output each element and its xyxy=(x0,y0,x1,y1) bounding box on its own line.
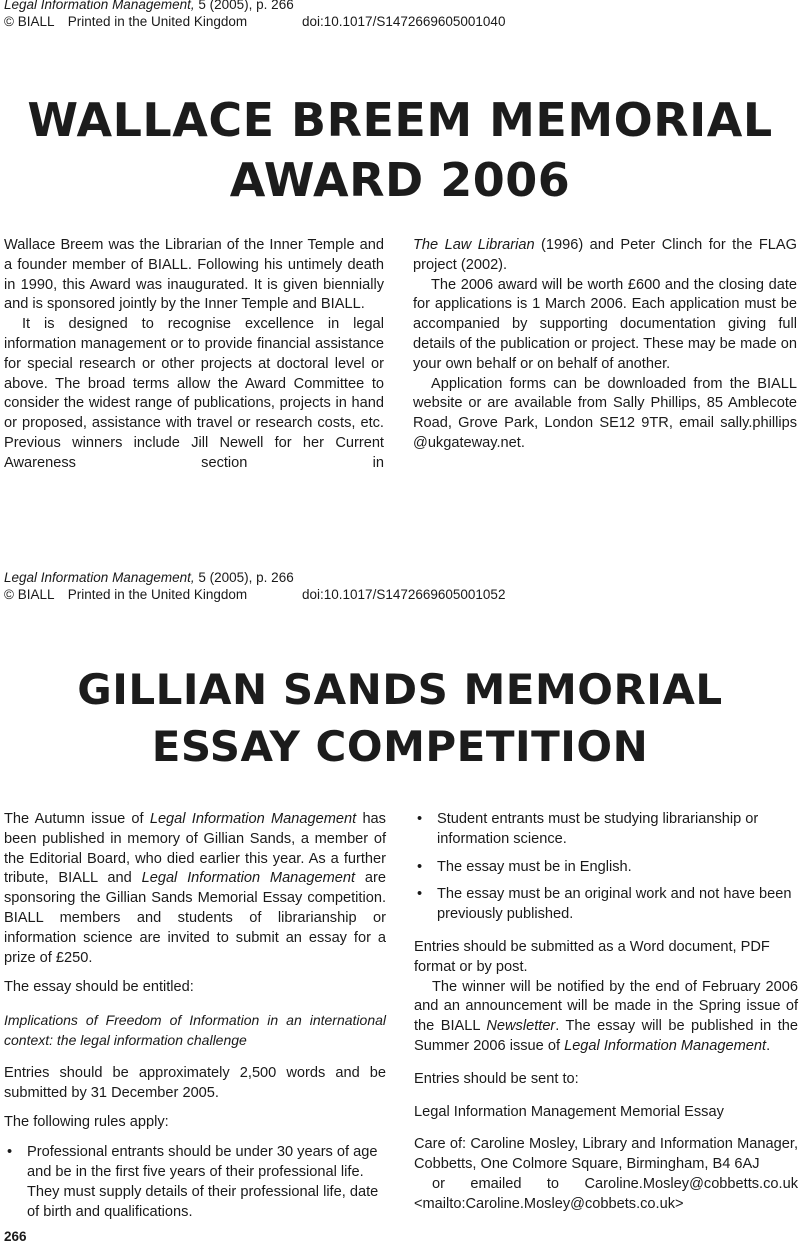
rule-text: Student entrants must be studying librarianship or information science. xyxy=(437,811,759,847)
article2-paragraph-7-c: . xyxy=(766,1037,771,1054)
article2-paragraph-10: Care of: Caroline Mosley, Library and Information Manager, Cobbetts, One Colmore Square, Birmingham, B4 6AJ xyxy=(414,1136,798,1173)
article2-essay-title-text: Implications of Freedom of Information in an international context: the legal information challenge xyxy=(4,1012,386,1048)
article2-left-column xyxy=(4,810,386,1222)
article1-paragraph-2-text: It is designed to recognise excellence in legal information management or to provide financial assistance for special research or other projects at doctoral level or above. The broad terms allow the Award Committee to consider the widest range of publications, projects in hand or proposed, assistance with travel or research costs, etc. Previous winners include Jill Newell for her Current Awareness section in xyxy=(4,316,384,471)
article2-essay-title xyxy=(4,1011,386,1051)
article2-rules-list-left xyxy=(4,1143,386,1222)
article2-paragraph-4: Entries should be approximately 2,500 words and be submitted by 31 December 2005. xyxy=(4,1064,386,1101)
article1-title xyxy=(0,90,800,210)
list-item xyxy=(414,885,798,925)
rule-text: The essay must be an original work and not have been previously published. xyxy=(437,886,792,923)
article2-paragraph-1-c: are sponsoring the Gillian Sands Memorial Essay competition. BIALL members and students of librarianship or information science are invited to submit an essay for a prize of £250. xyxy=(4,870,386,966)
article2-title xyxy=(0,661,800,775)
bullet-icon: • xyxy=(417,886,423,903)
article1-law-librarian-title: The Law Librarian xyxy=(413,237,535,253)
article2-paragraph-7-a: The winner will be notified by the end of February 2006 and an announcement will be made in the Spring issue of the BIALL xyxy=(414,978,798,1035)
article2-newsletter-title: Newsletter xyxy=(486,1018,556,1035)
article1-copyright: © BIALL xyxy=(4,14,54,29)
article1-running-header xyxy=(4,0,294,13)
rule-text: Professional entrants should be under 30 years of age and be in the first five years of their professional life. They must supply details of their professional life, date of birth and qualifications. xyxy=(27,1144,379,1220)
list-item xyxy=(4,1143,386,1222)
article1-title-line2: AWARD 2006 xyxy=(229,153,571,207)
article2-copyright: © BIALL xyxy=(4,587,54,602)
article2-copyright-line xyxy=(4,587,506,603)
article2-paragraph-7-b: . The essay will be published in the Summer 2006 issue of xyxy=(414,1018,798,1054)
article2-printed: Printed in the United Kingdom xyxy=(67,587,248,602)
article1-copyright-line xyxy=(4,14,506,30)
article2-running-header xyxy=(4,570,294,586)
article1-printed: Printed in the United Kingdom xyxy=(67,14,248,29)
article2-paragraph-1-b: has been published in memory of Gillian Sands, a member of the Editorial Board, who died earlier this year. As a further tribute, BIALL and xyxy=(4,811,386,887)
article2-right-column xyxy=(414,810,798,1215)
article2-paragraph-11: or emailed to Caroline.Mosley@cobbetts.co.uk <mailto:Caroline.Mosley@cobbets.co.uk> xyxy=(414,1175,798,1212)
bullet-icon: • xyxy=(7,1144,13,1161)
article1-paragraph-2-continued xyxy=(413,236,797,276)
page-number: 266 xyxy=(4,1229,27,1244)
article2-paragraph-9: Legal Information Management Memorial Essay xyxy=(414,1103,724,1120)
article2-rules-list-right xyxy=(414,810,798,925)
article2-paragraph-1-a: The Autumn issue of xyxy=(4,811,150,827)
article1-left-column xyxy=(4,236,384,474)
article2-citation: 5 (2005), p. 266 xyxy=(198,570,294,585)
article1-right-column xyxy=(413,236,797,454)
article1-paragraph-2 xyxy=(4,315,384,473)
article2-doi: doi:10.1017/S1472669605001052 xyxy=(302,587,506,602)
article2-journal-title-3: Legal Information Management xyxy=(564,1037,767,1054)
article1-journal-name: Legal Information Management, xyxy=(4,0,195,12)
article2-paragraph-2: The essay should be entitled: xyxy=(4,979,194,996)
article2-title-line2: ESSAY COMPETITION xyxy=(151,722,649,771)
article2-paragraph-7 xyxy=(414,978,798,1057)
article1-paragraph-4: Application forms can be downloaded from the BIALL website or are available from Sally Phillips, 85 Amblecote Road, Grove Park, London SE12 9TR, email sally.phillips @ukgateway.net. xyxy=(413,375,797,451)
article1-doi: doi:10.1017/S1472669605001040 xyxy=(302,14,506,29)
article2-journal-name: Legal Information Management, xyxy=(4,570,195,585)
article2-paragraph-6: Entries should be submitted as a Word document, PDF format or by post. xyxy=(414,938,770,975)
article2-paragraph-5: The following rules apply: xyxy=(4,1114,169,1131)
article2-journal-title-2: Legal Information Management xyxy=(141,870,356,887)
article1-citation: 5 (2005), p. 266 xyxy=(198,0,294,12)
list-item xyxy=(414,810,798,850)
bullet-icon: • xyxy=(417,858,423,875)
bullet-icon: • xyxy=(417,811,423,827)
article2-title-line1: GILLIAN SANDS MEMORIAL xyxy=(77,665,723,714)
article2-paragraph-1 xyxy=(4,810,386,968)
article1-paragraph-2-end: (1996) and Peter Clinch for the FLAG project (2002). xyxy=(413,237,797,273)
article1-paragraph-1: Wallace Breem was the Librarian of the Inner Temple and a founder member of BIALL. Following his untimely death in 1990, this Award was inaugurated. It is given biennially and is sponsored jointly by the Inner Temple and BIALL. xyxy=(4,237,384,313)
article1-paragraph-3: The 2006 award will be worth £600 and the closing date for applications is 1 March 2006. Each application must be accompanied by supporting documentation giving full details of the publication or project. These may be made on your own behalf or on behalf of another. xyxy=(413,276,797,372)
article1-title-line1: WALLACE BREEM MEMORIAL xyxy=(27,93,773,147)
article2-paragraph-8: Entries should be sent to: xyxy=(414,1070,579,1087)
article2-journal-title-1: Legal Information Management xyxy=(149,811,357,827)
rule-text: The essay must be in English. xyxy=(437,858,632,875)
list-item xyxy=(414,858,798,878)
